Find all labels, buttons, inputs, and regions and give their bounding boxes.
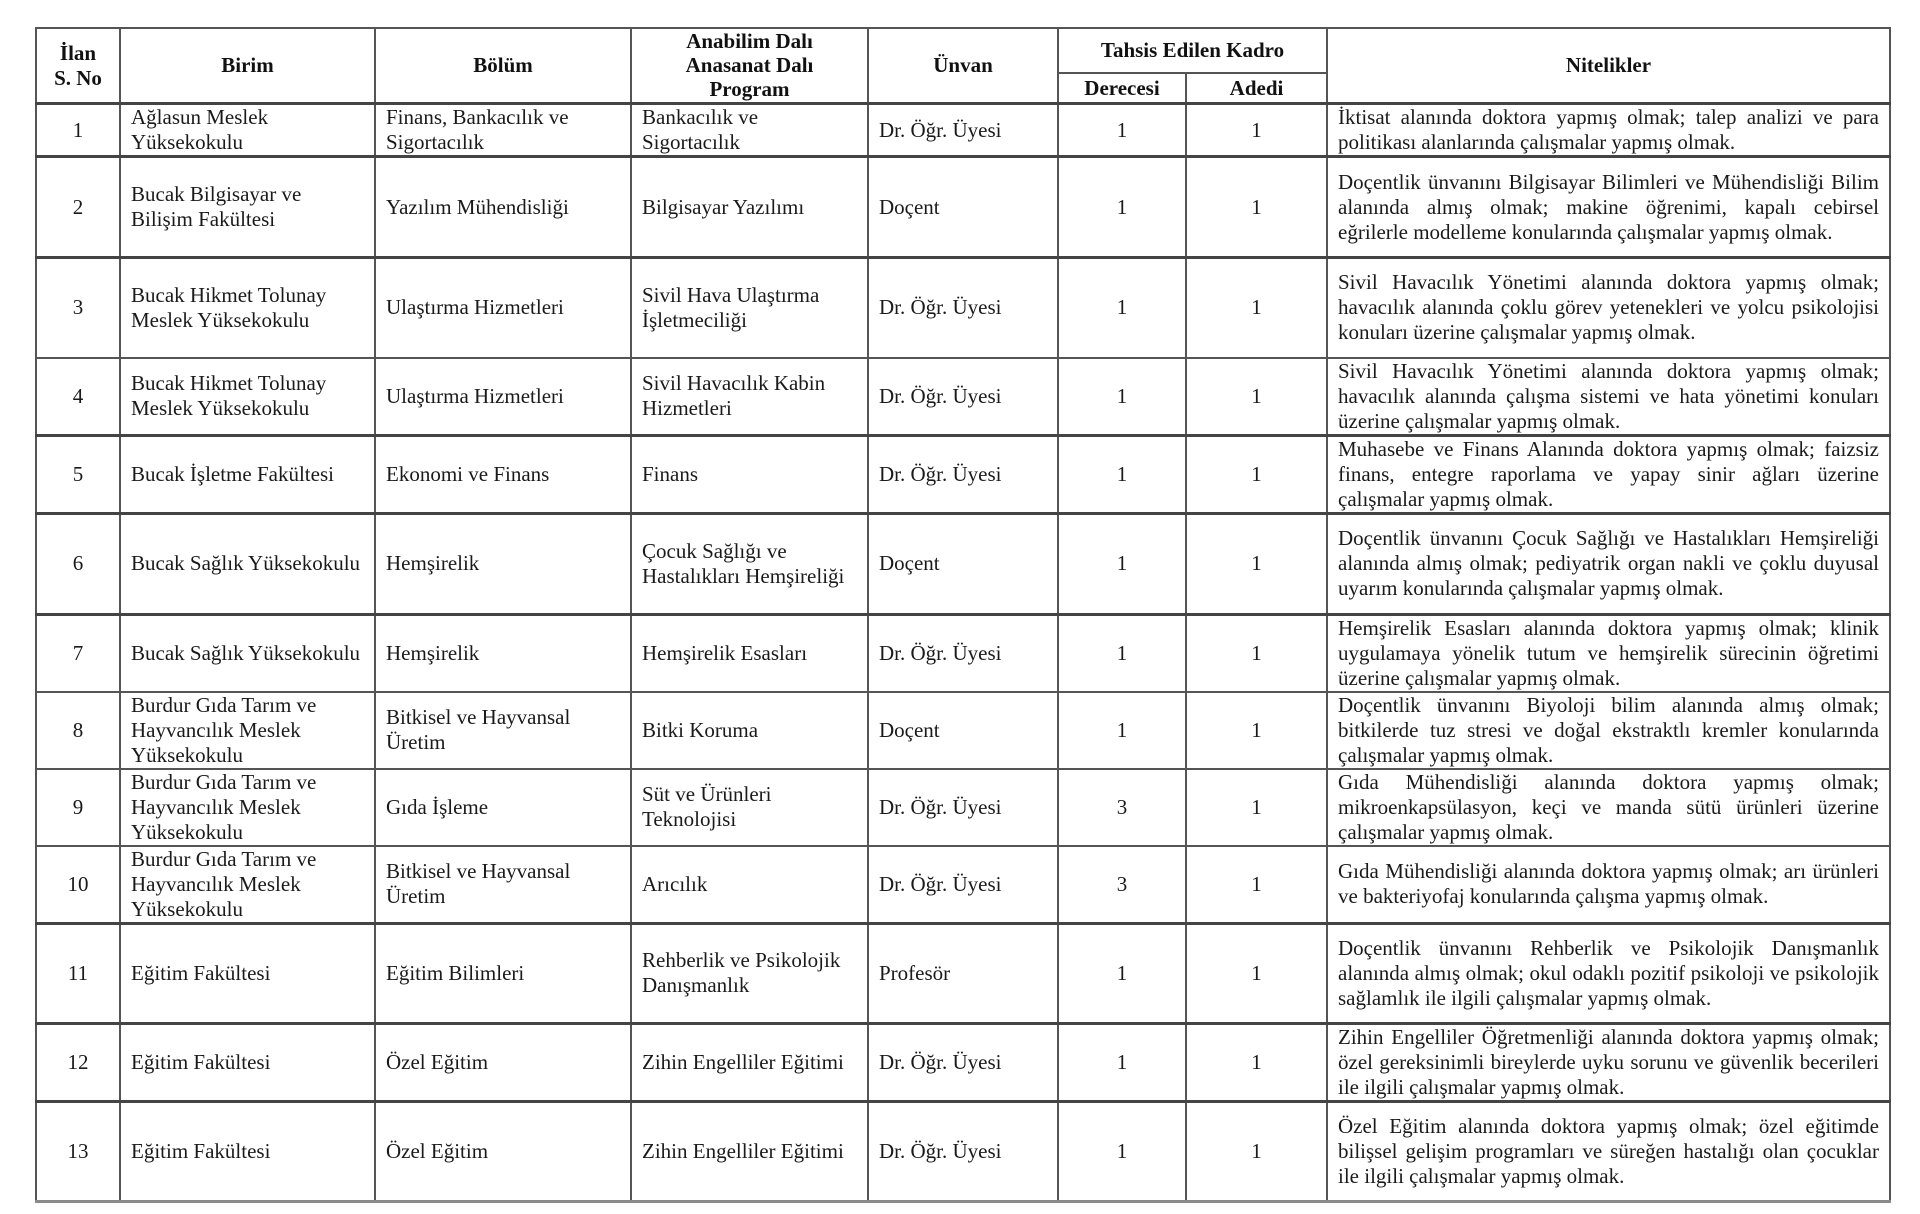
unvan-cell: Dr. Öğr. Üyesi [868,614,1058,692]
unvan-cell: Doçent [868,157,1058,258]
birim-cell: Burdur Gıda Tarım ve Hayvancılık Meslek Yüksekokulu [120,846,375,924]
anabilim-cell: Arıcılık [631,846,868,924]
nitelikler-cell: Doçentlik ünvanını Biyoloji bilim alanında almış olmak; bitkilerde tuz stresi ve doğal ekstraktlı kremler konularında çalışmalar yapmış olmak. [1327,692,1890,769]
unvan-cell: Profesör [868,923,1058,1023]
derecesi-cell: 1 [1058,692,1186,769]
anabilim-cell: Hemşirelik Esasları [631,614,868,692]
bolum-cell: Ulaştırma Hizmetleri [375,358,631,436]
bolum-cell: Özel Eğitim [375,1023,631,1101]
unvan-cell: Dr. Öğr. Üyesi [868,435,1058,513]
header-tahsis-edilen-kadro: Tahsis Edilen Kadro [1058,28,1327,73]
ilan-no-cell: 1 [36,104,120,157]
table-row [36,1101,1890,1201]
birim-cell: Bucak Hikmet Tolunay Meslek Yüksekokulu [120,358,375,436]
ilan-no-cell: 10 [36,846,120,924]
header-bolum: Bölüm [375,28,631,104]
table-body [36,104,1890,1202]
nitelikler-cell: Doçentlik ünvanını Çocuk Sağlığı ve Hastalıkları Hemşireliği alanında almış olmak; pediyatrik organ nakli ve çoklu duyusal uyarım konularında çalışmalar yapmış olmak. [1327,513,1890,614]
header-ilan-no [36,28,120,104]
unvan-cell: Dr. Öğr. Üyesi [868,358,1058,436]
birim-cell: Ağlasun Meslek Yüksekokulu [120,104,375,157]
derecesi-cell: 1 [1058,614,1186,692]
birim-cell: Burdur Gıda Tarım ve Hayvancılık Meslek Yüksekokulu [120,769,375,846]
nitelikler-cell: Sivil Havacılık Yönetimi alanında doktora yapmış olmak; havacılık alanında çoklu görev yetenekleri ve yolcu psikolojisi konuları üzerine çalışmalar yapmış olmak. [1327,258,1890,358]
table-row [36,846,1890,924]
nitelikler-cell: Doçentlik ünvanını Rehberlik ve Psikolojik Danışmanlık alanında almış olmak; okul odaklı pozitif psikoloji ve psikolojik sağlamlık ile ilgili çalışmalar yapmış olmak. [1327,923,1890,1023]
bolum-cell: Hemşirelik [375,513,631,614]
birim-cell: Eğitim Fakültesi [120,923,375,1023]
header-nitelikler: Nitelikler [1327,28,1890,104]
derecesi-cell: 1 [1058,1023,1186,1101]
derecesi-cell: 1 [1058,104,1186,157]
header-ilan-no-label: İlan S. No [54,40,102,90]
bolum-cell: Yazılım Mühendisliği [375,157,631,258]
ilan-no-cell: 9 [36,769,120,846]
birim-cell: Bucak Sağlık Yüksekokulu [120,513,375,614]
anabilim-cell: Bitki Koruma [631,692,868,769]
ilan-no-cell: 13 [36,1101,120,1201]
header-adedi: Adedi [1186,73,1327,103]
birim-cell: Bucak Hikmet Tolunay Meslek Yüksekokulu [120,258,375,358]
unvan-cell: Dr. Öğr. Üyesi [868,104,1058,157]
header-anabilim [631,28,868,104]
anabilim-cell: Çocuk Sağlığı ve Hastalıkları Hemşireliği [631,513,868,614]
birim-cell: Bucak İşletme Fakültesi [120,435,375,513]
adedi-cell: 1 [1186,157,1327,258]
derecesi-cell: 3 [1058,846,1186,924]
table-row [36,513,1890,614]
birim-cell: Eğitim Fakültesi [120,1023,375,1101]
ilan-no-cell: 8 [36,692,120,769]
ilan-no-cell: 11 [36,923,120,1023]
derecesi-cell: 1 [1058,923,1186,1023]
adedi-cell: 1 [1186,258,1327,358]
bolum-cell: Eğitim Bilimleri [375,923,631,1023]
adedi-cell: 1 [1186,104,1327,157]
bolum-cell: Finans, Bankacılık ve Sigortacılık [375,104,631,157]
adedi-cell: 1 [1186,769,1327,846]
birim-cell: Eğitim Fakültesi [120,1101,375,1201]
nitelikler-cell: Sivil Havacılık Yönetimi alanında doktora yapmış olmak; havacılık alanında çalışma sistemi ve hata yönetimi konuları üzerine çalışmalar yapmış olmak. [1327,358,1890,436]
birim-cell: Burdur Gıda Tarım ve Hayvancılık Meslek Yüksekokulu [120,692,375,769]
table-row [36,923,1890,1023]
adedi-cell: 1 [1186,513,1327,614]
unvan-cell: Dr. Öğr. Üyesi [868,258,1058,358]
ilan-no-cell: 2 [36,157,120,258]
table-row [36,104,1890,157]
table-row [36,435,1890,513]
ilan-no-cell: 12 [36,1023,120,1101]
unvan-cell: Dr. Öğr. Üyesi [868,769,1058,846]
adedi-cell: 1 [1186,923,1327,1023]
adedi-cell: 1 [1186,358,1327,436]
nitelikler-cell: İktisat alanında doktora yapmış olmak; talep analizi ve para politikası alanlarında çalışmalar yapmış olmak. [1327,104,1890,157]
bolum-cell: Gıda İşleme [375,769,631,846]
bolum-cell: Özel Eğitim [375,1101,631,1201]
unvan-cell: Dr. Öğr. Üyesi [868,1101,1058,1201]
adedi-cell: 1 [1186,435,1327,513]
derecesi-cell: 1 [1058,513,1186,614]
faculty-positions-table [35,27,1891,1203]
derecesi-cell: 1 [1058,358,1186,436]
adedi-cell: 1 [1186,692,1327,769]
adedi-cell: 1 [1186,614,1327,692]
derecesi-cell: 1 [1058,157,1186,258]
header-unvan: Ünvan [868,28,1058,104]
derecesi-cell: 1 [1058,1101,1186,1201]
anabilim-cell: Bilgisayar Yazılımı [631,157,868,258]
unvan-cell: Dr. Öğr. Üyesi [868,846,1058,924]
nitelikler-cell: Hemşirelik Esasları alanında doktora yapmış olmak; klinik uygulamaya yönelik tutum ve hemşirelik sürecinin öğretimi üzerine çalışmalar yapmış olmak. [1327,614,1890,692]
birim-cell: Bucak Bilgisayar ve Bilişim Fakültesi [120,157,375,258]
ilan-no-cell: 6 [36,513,120,614]
derecesi-cell: 1 [1058,258,1186,358]
header-birim: Birim [120,28,375,104]
header-derecesi: Derecesi [1058,73,1186,103]
anabilim-cell: Zihin Engelliler Eğitimi [631,1023,868,1101]
anabilim-cell: Bankacılık ve Sigortacılık [631,104,868,157]
ilan-no-cell: 5 [36,435,120,513]
bolum-cell: Ulaştırma Hizmetleri [375,258,631,358]
table-row [36,358,1890,436]
table-row [36,769,1890,846]
anabilim-cell: Sivil Hava Ulaştırma İşletmeciliği [631,258,868,358]
anabilim-cell: Zihin Engelliler Eğitimi [631,1101,868,1201]
nitelikler-cell: Gıda Mühendisliği alanında doktora yapmış olmak; arı ürünleri ve bakteriyofaj konularında çalışma yapmış olmak. [1327,846,1890,924]
table-row [36,1023,1890,1101]
ilan-no-cell: 3 [36,258,120,358]
unvan-cell: Doçent [868,513,1058,614]
table-row [36,692,1890,769]
header-anabilim-label: Anabilim Dalı Anasanat Dalı Program [685,29,814,101]
table-header [36,28,1890,104]
derecesi-cell: 1 [1058,435,1186,513]
ilan-no-cell: 7 [36,614,120,692]
table-row [36,157,1890,258]
birim-cell: Bucak Sağlık Yüksekokulu [120,614,375,692]
nitelikler-cell: Gıda Mühendisliği alanında doktora yapmış olmak; mikroenkapsülasyon, keçi ve manda sütü ürünleri üzerine çalışmalar yapmış olmak. [1327,769,1890,846]
nitelikler-cell: Zihin Engelliler Öğretmenliği alanında doktora yapmış olmak; özel gereksinimli bireylerde uyku sorunu ve güvenlik becerileri ile ilgili çalışmalar yapmış olmak. [1327,1023,1890,1101]
anabilim-cell: Süt ve Ürünleri Teknolojisi [631,769,868,846]
table-row [36,258,1890,358]
bolum-cell: Ekonomi ve Finans [375,435,631,513]
anabilim-cell: Sivil Havacılık Kabin Hizmetleri [631,358,868,436]
nitelikler-cell: Muhasebe ve Finans Alanında doktora yapmış olmak; faizsiz finans, entegre raporlama ve yapay sinir ağları üzerine çalışmalar yapmış olmak. [1327,435,1890,513]
unvan-cell: Dr. Öğr. Üyesi [868,1023,1058,1101]
anabilim-cell: Rehberlik ve Psikolojik Danışmanlık [631,923,868,1023]
bolum-cell: Bitkisel ve Hayvansal Üretim [375,692,631,769]
derecesi-cell: 3 [1058,769,1186,846]
adedi-cell: 1 [1186,1101,1327,1201]
bolum-cell: Bitkisel ve Hayvansal Üretim [375,846,631,924]
unvan-cell: Doçent [868,692,1058,769]
anabilim-cell: Finans [631,435,868,513]
adedi-cell: 1 [1186,846,1327,924]
adedi-cell: 1 [1186,1023,1327,1101]
nitelikler-cell: Doçentlik ünvanını Bilgisayar Bilimleri ve Mühendisliği Bilim alanında almış olmak; makine öğrenimi, kapalı cebirsel eğrilerle modelleme konularında çalışmalar yapmış olmak. [1327,157,1890,258]
bolum-cell: Hemşirelik [375,614,631,692]
table-row [36,614,1890,692]
nitelikler-cell: Özel Eğitim alanında doktora yapmış olmak; özel eğitimde bilişsel gelişim programları ve süreğen hastalığı olan çocuklar ile ilgili çalışmalar yapmış olmak. [1327,1101,1890,1201]
ilan-no-cell: 4 [36,358,120,436]
